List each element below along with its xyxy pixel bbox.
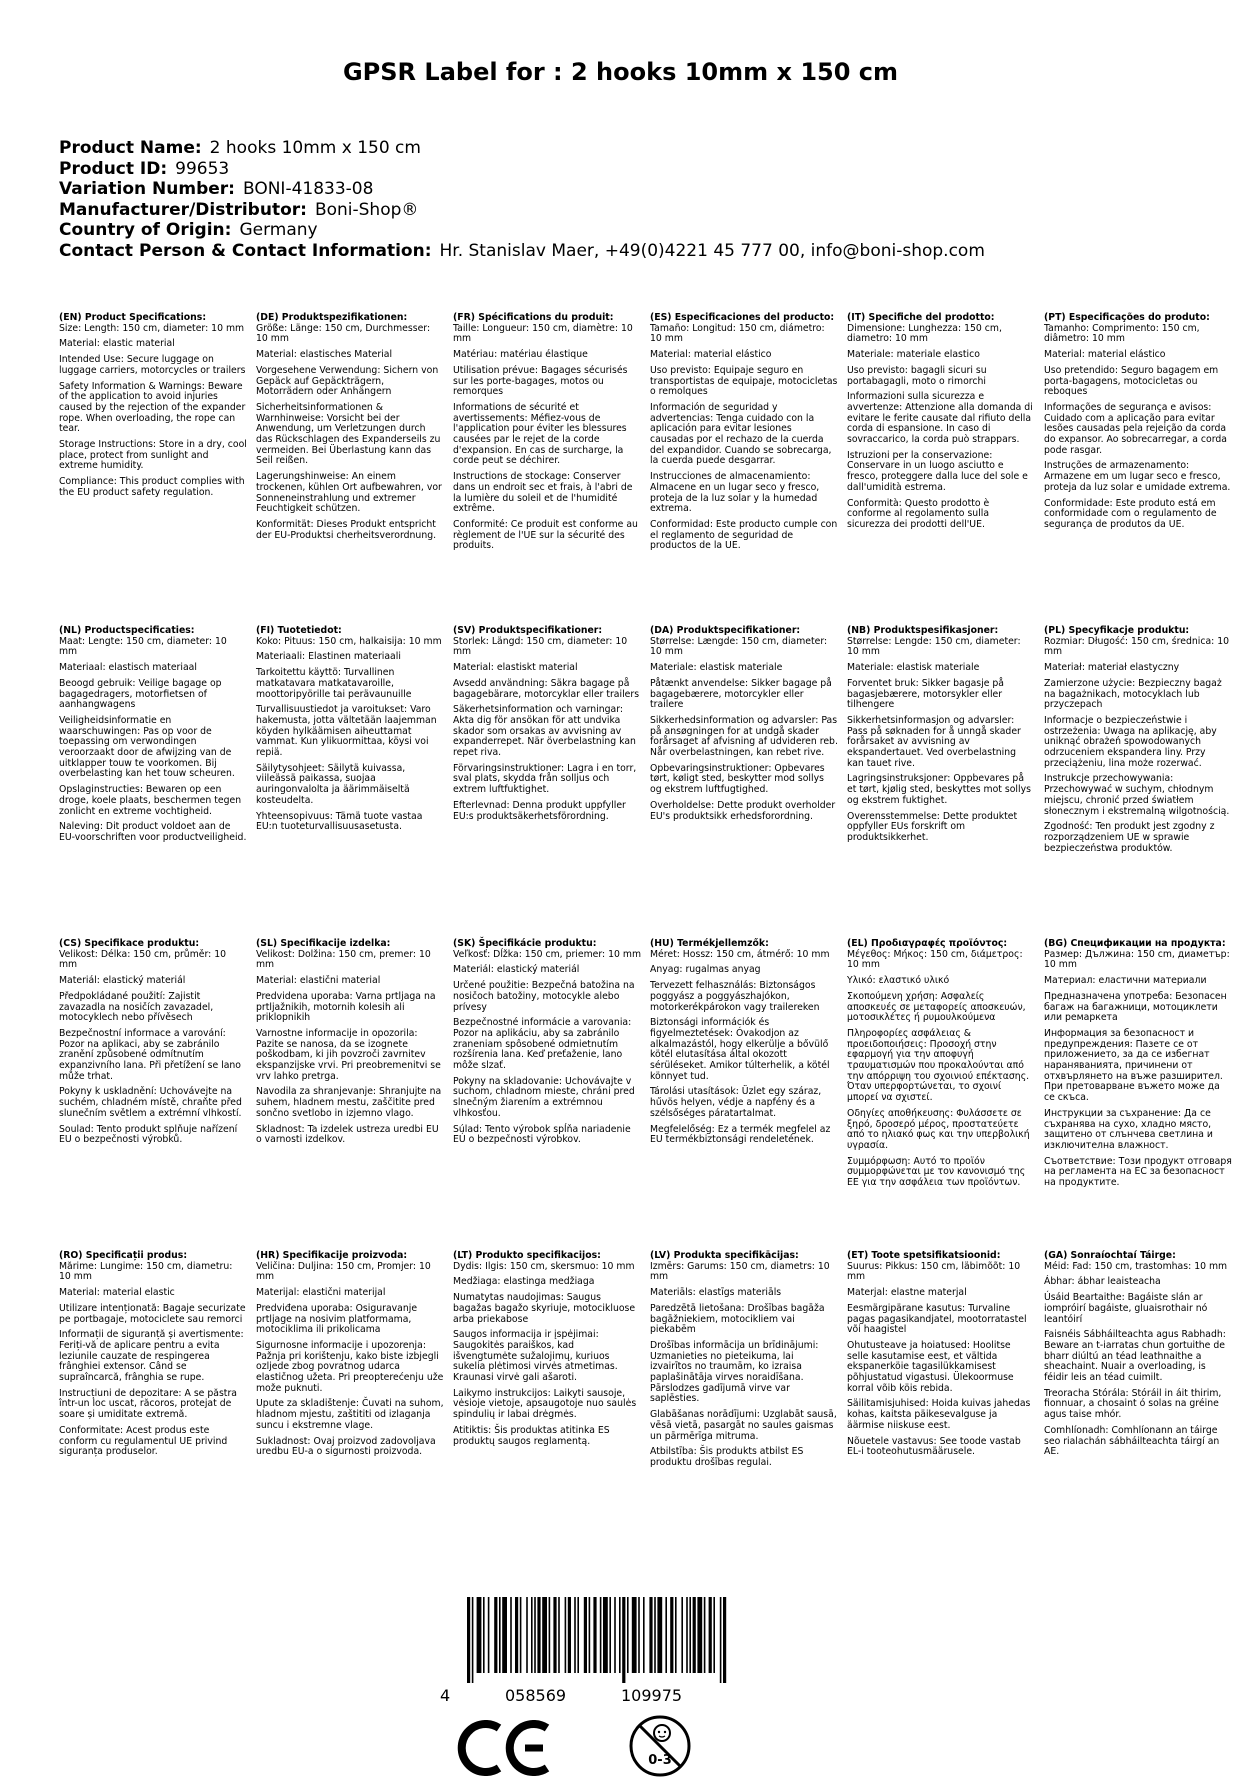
spec-paragraph: Atbilstība: Šis produkts atbilst ES produktu drošības regulai. [650, 1446, 804, 1468]
barcode-bar [477, 1597, 482, 1673]
spec-paragraph: Materiāls: elastīgs materiāls [650, 1287, 782, 1299]
spec-paragraph: Veľkosť: Dĺžka: 150 cm, priemer: 10 mm [453, 948, 642, 960]
info-label: Product ID: [59, 158, 168, 179]
spec-paragraph: Tamanho: Comprimento: 150 cm, diâmetro: 10 mm [1044, 322, 1200, 345]
barcode-bar [654, 1597, 656, 1673]
spec-heading: (ES) Especificaciones del producto: [650, 312, 835, 323]
barcode-digits-left: 058569 [505, 1686, 567, 1705]
info-label: Contact Person & Contact Information: [59, 240, 432, 261]
spec-heading: (HR) Specifikacije proizvoda: [256, 1250, 408, 1261]
spec-paragraph: Atitiktis: Šis produktas atitinka ES produktų saugos reglamentą. [453, 1424, 610, 1447]
spec-heading: (SK) Špecifikácie produktu: [453, 938, 597, 949]
barcode-bar [649, 1597, 652, 1673]
spec-paragraph: Velikost: Dolžina: 150 cm, premer: 10 mm [256, 948, 431, 971]
spec-paragraph: Размер: Дължина: 150 cm, диаметър: 10 mm [1044, 948, 1230, 971]
spec-paragraph: Zgodność: Ten produkt jest zgodny z rozporządzeniem UE w sprawie bezpieczeństwa produktów. [1044, 821, 1215, 854]
spec-paragraph: Navodila za shranjevanje: Shranjujte na suhem, hladnem mestu, zaščitite pred sončno svetlobo in izjemno vlago. [256, 1086, 442, 1119]
barcode-bar [534, 1597, 536, 1673]
spec-paragraph: Tarkoitettu käyttö: Turvallinen matkatavara matkatavaroille, moottoripyörille tai perävaunuille [256, 667, 412, 700]
barcode-bar [657, 1597, 662, 1673]
barcode-bar [502, 1597, 507, 1673]
info-value: Boni-Shop® [314, 199, 419, 220]
spec-heading: (SV) Produktspecifikationer: [453, 625, 603, 636]
spec-paragraph: Instrucciones de almacenamiento: Almacene en un lugar seco y fresco, proteja de la luz solar y la humedad extrema. [650, 471, 820, 515]
spec-block [1044, 1251, 1232, 1463]
spec-paragraph: Méid: Fad: 150 cm, trastomhas: 10 mm [1044, 1260, 1228, 1272]
info-label: Country of Origin: [59, 220, 232, 241]
spec-paragraph: Yhteensopivuus: Tämä tuote vastaa EU:n tuoteturvallisuusasetusta. [256, 810, 423, 833]
product-info-row [59, 179, 985, 200]
info-value: 99653 [175, 158, 230, 179]
barcode-bar [510, 1597, 512, 1673]
spec-paragraph: Material: elastic material [59, 338, 175, 350]
spec-paragraph: Mărime: Lungime: 150 cm, diametru: 10 mm [59, 1260, 233, 1283]
barcode-bar [531, 1597, 533, 1673]
spec-paragraph: Materiał: materiał elastyczny [1044, 662, 1180, 674]
spec-paragraph: Ábhar: ábhar leaisteacha [1044, 1276, 1161, 1288]
spec-paragraph: Material: elastiskt material [453, 662, 578, 674]
spec-paragraph: Säkerhetsinformation och varningar: Akta dig för ansökan för att undvika skador som orsakas av avvisning av expanderrepet. När överbelastning kan repet riva. [453, 704, 636, 759]
spec-heading: (PL) Specyfikacje produktu: [1044, 625, 1190, 636]
spec-paragraph: Størrelse: Længde: 150 cm, diameter: 10 mm [650, 635, 828, 658]
spec-paragraph: Koko: Pituus: 150 cm, halkaisija: 10 mm [256, 635, 442, 647]
spec-paragraph: Naleving: Dit product voldoet aan de EU-voorschriften voor productveiligheid. [59, 821, 247, 843]
spec-paragraph: Συμμόρφωση: Αυτό το προϊόν συμμορφώνεται με τον κανονισμό της ΕΕ για την ασφάλεια των προϊόντων. [847, 1155, 1026, 1189]
spec-paragraph: Säilitamisjuhised: Hoida kuivas jahedas kohas, kaitsta päikesevalguse ja äärmise niiskuse eest. [847, 1398, 1031, 1431]
spec-block [1044, 626, 1232, 859]
spec-paragraph: Conformité: Ce produit est conforme au règlement de l'UE sur la sécurité des produits. [453, 518, 638, 552]
barcode-bar [619, 1597, 621, 1673]
not-for-children-0-3-icon [628, 1714, 692, 1778]
spec-paragraph: Storlek: Längd: 150 cm, diameter: 10 mm [453, 635, 628, 658]
barcode-bar [686, 1597, 688, 1673]
spec-heading: (EL) Προδιαγραφές προϊόντος: [847, 938, 1008, 949]
spec-paragraph: Glabāšanas norādījumi: Uzglabāt sausā, vēsā vietā, pasargāt no saules gaismas un pārmērīga mitruma. [650, 1409, 837, 1442]
spec-block [59, 313, 247, 504]
spec-block [59, 939, 247, 1151]
spec-paragraph: Instruções de armazenamento: Armazene em um lugar seco e fresco, proteja da luz solar e umidade extrema. [1044, 460, 1231, 493]
spec-paragraph: Uso previsto: bagagli sicuri su portabagagli, moto o rimorchi [847, 364, 987, 387]
spec-block [453, 313, 641, 557]
spec-paragraph: Informacje o bezpieczeństwie i ostrzeżenia: Uwaga na aplikację, aby uniknąć obrażeń spowodowanych odrzuceniem ekspandera liny. Przy przeciążeniu, lina może rozerwać. [1044, 714, 1217, 769]
spec-paragraph: Информация за безопасност и предупреждения: Пазете се от приложението, за да се избегнат нараняванията, причинени от отхвърлянето на въже разширител. При претоварване въжето може да се скъса. [1044, 1027, 1223, 1104]
spec-block [847, 1251, 1035, 1463]
spec-paragraph: Bezpečnostní informace a varování: Pozor na aplikaci, aby se zabránilo zranění způsobené odmítnutím expanzivního lana. Při přetížení se lano může trhat. [59, 1027, 241, 1082]
barcode-digits-right: 109975 [621, 1686, 683, 1705]
spec-paragraph: Predviđena uporaba: Osiguravanje prtljage na nosivim platformama, motociklima ili prikolicama [256, 1302, 418, 1336]
spec-block [256, 1251, 444, 1463]
barcode-bar [670, 1597, 673, 1673]
spec-block [650, 313, 838, 557]
barcode-bar [558, 1597, 560, 1673]
spec-block [847, 939, 1035, 1194]
spec-paragraph: Soulad: Tento produkt splňuje nařízení EU o bezpečnosti výrobků. [59, 1123, 238, 1146]
spec-heading: (BG) Спецификации на продукта: [1044, 938, 1226, 949]
spec-paragraph: Anyag: rugalmas anyag [650, 964, 761, 976]
product-info-row [59, 159, 985, 180]
barcode-bar [713, 1597, 715, 1673]
barcode-bar [589, 1597, 591, 1673]
spec-heading: (NB) Produktspesifikasjoner: [847, 625, 999, 636]
barcode-icon [440, 1597, 730, 1683]
spec-paragraph: Určené použitie: Bezpečná batožina na nosičoch batožiny, motocykle alebo prívesy [453, 980, 635, 1013]
spec-paragraph: Avsedd användning: Säkra bagage på bagagebärare, motorcyklar eller trailers [453, 677, 640, 700]
spec-paragraph: Materiale: materiale elastico [847, 349, 980, 361]
spec-block [59, 1251, 247, 1463]
spec-paragraph: Veiligheidsinformatie en waarschuwingen: Pas op voor de toepassing om verwondingen veroorzaakt door de afwijzing van de uitklapper touw te voorkomen. Bij overbelasting kan het touw scheuren. [59, 714, 235, 780]
info-value: Germany [239, 220, 318, 241]
spec-block [847, 313, 1035, 536]
age-range-label: 0-3 [648, 1753, 672, 1768]
info-label: Manufacturer/Distributor: [59, 199, 307, 220]
spec-heading: (HU) Termékjellemzők: [650, 938, 769, 949]
spec-paragraph: Informações de segurança e avisos: Cuidado com a aplicação para evitar lesões causadas pela rejeição da corda do expansor. Ao sobrecarregar, a corda pode rasgar. [1044, 401, 1227, 456]
barcode-bar [675, 1597, 677, 1673]
spec-block [59, 626, 247, 849]
spec-paragraph: Rozmiar: Długość: 150 cm, średnica: 10 mm [1044, 635, 1230, 658]
barcode-bar [614, 1597, 616, 1673]
spec-paragraph: Materiaali: Elastinen materiaali [256, 651, 401, 663]
spec-paragraph: Material: material elástico [650, 349, 772, 361]
spec-paragraph: Safety Information & Warnings: Beware of the application to avoid injuries caused by the rejection of the expander rope. When overloading, the rope can tear. [59, 380, 246, 435]
spec-paragraph: Material: material elástico [1044, 349, 1166, 361]
spec-block [847, 626, 1035, 849]
spec-paragraph: Úsáid Beartaithe: Bagáiste slán ar iompróirí bagáiste, gluaisrothair nó leantóirí [1044, 1292, 1208, 1325]
spec-paragraph: Instructions de stockage: Conserver dans un endroit sec et frais, à l'abri de la lumière du soleil et de l'humidité extrême. [453, 471, 633, 515]
spec-paragraph: Förvaringsinstruktioner: Lagra i en torr, sval plats, skydda från solljus och extrem luftfuktighet. [453, 762, 637, 796]
barcode-bar [549, 1597, 551, 1673]
spec-paragraph: Μέγεθος: Μήκος: 150 cm, διάμετρος: 10 mm [847, 948, 1023, 971]
spec-paragraph: Υλικό: ελαστικό υλικό [847, 975, 950, 987]
spec-paragraph: Intended Use: Secure luggage on luggage carriers, motorcycles or trailers [59, 354, 246, 376]
product-info-row [59, 200, 985, 221]
spec-paragraph: Съответствие: Този продукт отговаря на регламента на ЕС за безопасност на продуктите. [1044, 1155, 1232, 1189]
barcode-bar [568, 1597, 571, 1673]
spec-paragraph: Material: elastični material [256, 975, 381, 987]
spec-paragraph: Material: material elastic [59, 1287, 175, 1299]
barcode-bar [693, 1597, 696, 1673]
spec-paragraph: Předpokládané použití: Zajistit zavazadla na nosičích zavazadel, motocyklech nebo přívěsech [59, 990, 214, 1024]
barcode-bar [723, 1597, 726, 1683]
spec-paragraph: Zamierzone użycie: Bezpieczny bagaż na bagażnikach, motocyklach lub przyczepach [1044, 677, 1222, 711]
barcode-bar [665, 1597, 667, 1673]
spec-paragraph: Beoogd gebruik: Veilige bagage op bagagedragers, motorfietsen of aanhangwagens [59, 677, 222, 711]
spec-heading: (GA) Sonraíochtaí Táirge: [1044, 1250, 1176, 1261]
spec-paragraph: Compliance: This product complies with the EU product safety regulation. [59, 476, 245, 498]
barcode-bar [542, 1597, 547, 1673]
product-info-row [59, 241, 985, 262]
barcode-bar [603, 1597, 608, 1673]
spec-block [256, 939, 444, 1151]
barcode-bar [584, 1597, 587, 1673]
spec-paragraph: Material: elastisches Material [256, 349, 393, 361]
barcode-bar [704, 1597, 706, 1673]
spec-heading: (FI) Tuotetiedot: [256, 625, 342, 636]
barcode-bar [537, 1597, 540, 1673]
spec-block [1044, 313, 1232, 536]
spec-paragraph: Conformidad: Este producto cumple con el reglamento de seguridad de productos de la UE. [650, 518, 838, 552]
spec-paragraph: Предназначена употреба: Безопасен багаж на багажници, мотоциклети или ремаркета [1044, 990, 1227, 1024]
product-info-row [59, 220, 985, 241]
info-label: Variation Number: [59, 179, 235, 200]
spec-paragraph: Materiale: elastisk materiale [650, 662, 783, 674]
barcode-bar [494, 1597, 497, 1673]
barcode-bar [627, 1597, 629, 1673]
ce-mark-icon [455, 1720, 553, 1776]
spec-paragraph: Materiál: elastický materiál [453, 964, 580, 976]
spec-paragraph: Tárolási utasítások: Üzlet egy száraz, hűvös helyen, védje a napfény és a szélsőséges páratartalmat. [650, 1086, 822, 1119]
spec-paragraph: Инструкции за съхранение: Да се съхранява на сухо, хладно място, защитено от слънчева светлина и изключителна влажност. [1044, 1107, 1213, 1151]
spec-paragraph: Numatytas naudojimas: Saugus bagažas bagažo skyriuje, motocikluose arba priekabose [453, 1292, 636, 1325]
spec-paragraph: Matériau: matériau élastique [453, 349, 588, 361]
spec-paragraph: Conformitate: Acest produs este conform cu regulamentul UE privind siguranța produselor. [59, 1424, 228, 1458]
spec-block [453, 626, 641, 827]
spec-paragraph: Lagringsinstruksjoner: Oppbevares på et tørt, kjølig sted, beskyttes mot sollys og ekstrem fuktighet. [847, 773, 1031, 806]
spec-paragraph: Skladnost: Ta izdelek ustreza uredbi EU o varnosti izdelkov. [256, 1123, 439, 1146]
spec-paragraph: Sicherheitsinformationen & Warnhinweise: Vorsicht bei der Anwendung, um Verletzungen durch das Rückschlagen des Expanderseils zu vermeiden. Bei Überlastung kann das Seil reißen. [256, 401, 441, 467]
barcode-bar [622, 1597, 625, 1683]
spec-paragraph: Säilytysohjeet: Säilytä kuivassa, viileässä paikassa, suojaa auringonvalolta ja äärimmäiseltä kosteudelta. [256, 762, 410, 806]
spec-paragraph: Informazioni sulla sicurezza e avvertenze: Attenzione alla domanda di evitare le ferite causate dal rifiuto della corda di espansione. In caso di sovraccarico, la corda può strappars. [847, 391, 1033, 446]
spec-paragraph: Материал: еластични материали [1044, 975, 1207, 987]
spec-paragraph: Informații de siguranță și avertismente: Feriți-vă de aplicare pentru a evita leziunile cauzate de respingerea frânghiei extensor. Când se supraîncarcă, frânghia se rupe. [59, 1329, 244, 1384]
spec-paragraph: Drošības informācija un brīdinājumi: Uzmanieties no pieteikuma, lai izvairītos no traumām, ko izraisa paplašinātāja virves noraidīšana. Pārslodzes gadījumā virve var saplēsties. [650, 1339, 819, 1405]
info-value: BONI-41833-08 [242, 179, 374, 200]
spec-paragraph: Utilizare intenționată: Bagaje securizate pe portbagaje, motociclete sau remorci [59, 1302, 246, 1325]
spec-heading: (CS) Specifikace produktu: [59, 938, 200, 949]
barcode-bar [600, 1597, 602, 1673]
spec-paragraph: Tamaño: Longitud: 150 cm, diámetro: 10 mm [650, 322, 825, 345]
spec-paragraph: Taille: Longueur: 150 cm, diamètre: 10 mm [453, 322, 633, 345]
spec-heading: (SL) Specifikacije izdelka: [256, 938, 391, 949]
spec-heading: (IT) Specifiche del prodotto: [847, 312, 995, 323]
spec-paragraph: Saugos informacija ir įspėjimai: Saugokitės paraiškos, kad išvengtumėte sužalojimų, kuriuos sukelia plėtimosi virvės atmetimas. Kraunasi virvė gali ašaroti. [453, 1329, 618, 1384]
spec-paragraph: Uso previsto: Equipaje seguro en transportistas de equipaje, motocicletas o remolques [650, 364, 838, 398]
spec-paragraph: Utilisation prévue: Bagages sécurisés sur les porte-bagages, motos ou remorques [453, 364, 628, 398]
barcode-bar [574, 1597, 576, 1673]
barcode-bar [526, 1597, 528, 1673]
spec-paragraph: Uso pretendido: Seguro bagagem em porta-bagagens, motocicletas ou reboques [1044, 364, 1219, 398]
barcode-bar [709, 1597, 712, 1673]
spec-paragraph: Conformidade: Este produto está em conformidade com o regulamento de segurança de produtos da UE. [1044, 497, 1217, 530]
spec-paragraph: Ohutusteave ja hoiatused: Hoolitse selle kasutamise eest, et vältida ekspanerköie tagasilükkamisest põhjustatud vigastusi. Ülekoormuse korral võib köis rebida. [847, 1339, 1014, 1394]
spec-paragraph: Pokyny k uskladnění: Uchovávejte na suchém, chladném místě, chraňte před slunečním světlem a extrémní vlhkostí. [59, 1086, 242, 1119]
spec-block [650, 1251, 838, 1474]
spec-paragraph: Πληροφορίες ασφάλειας & προειδοποιήσεις: Προσοχή στην εφαρμογή για την αποφυγή τραυματισμών που προκαλούνται από την απόρριψη του σχοινιού επέκτασης. Όταν υπερφορτώνεται, το σχοινί μπορεί να σχιστεί. [847, 1027, 1030, 1104]
spec-paragraph: Sikkerhedsinformation og advarsler: Pas på ansøgningen for at undgå skader forårsaget af afvisning af udvideren reb. Når overbelastningen, kan rebet rive. [650, 714, 838, 759]
spec-heading: (FR) Spécifications du produit: [453, 312, 614, 323]
spec-block [453, 1251, 641, 1452]
spec-heading: (DA) Produktspecifikationer: [650, 625, 801, 636]
barcode-bar [689, 1597, 691, 1673]
barcode-bar [593, 1597, 596, 1673]
spec-paragraph: Påtænkt anvendelse: Sikker bagage på bagagebærere, motorcykler eller trailere [650, 677, 832, 711]
spec-paragraph: Istruzioni per la conservazione: Conservare in un luogo asciutto e fresco, proteggere dalla luce del sole e dall'umidità estrema. [847, 449, 1028, 493]
spec-paragraph: Konformität: Dieses Produkt entspricht der EU-Produktsi cherheitsverordnung. [256, 518, 437, 541]
product-info-row [59, 138, 985, 159]
spec-heading: (NL) Productspecificaties: [59, 625, 195, 636]
spec-paragraph: Biztonsági információk és figyelmeztetések: Óvakodjon az alkalmazástól, hogy elkerülje a bővülő kötél elutasítása által okozott sérüléseket. Amikor túlterhelik, a kötél könnyet tud. [650, 1017, 830, 1082]
spec-paragraph: Izmērs: Garums: 150 cm, diametrs: 10 mm [650, 1260, 830, 1283]
barcode-bar [697, 1597, 702, 1673]
barcode-bar [632, 1597, 637, 1673]
spec-paragraph: Lagerungshinweise: An einem trockenen, kühlen Ort aufbewahren, vor Sonneneinstrahlung und extremer Feuchtigkeit schützen. [256, 471, 442, 515]
spec-paragraph: Nõuetele vastavus: See toode vastab EL-i tooteohutusmäärusele. [847, 1435, 1021, 1458]
barcode-bar [515, 1597, 518, 1673]
spec-paragraph: Größe: Länge: 150 cm, Durchmesser: 10 mm [256, 322, 431, 345]
spec-paragraph: Laikymo instrukcijos: Laikyti sausoje, vėsioje vietoje, apsaugotoje nuo saulės spindulių ir labai drėgmės. [453, 1387, 637, 1421]
spec-paragraph: Informations de sécurité et avertissements: Méfiez-vous de l'application pour éviter les blessures causées par le rejet de la corde d'expansion. En cas de surcharge, la corde peut se déchirer. [453, 401, 627, 467]
spec-block [650, 939, 838, 1151]
spec-paragraph: Materijal: elastični materijal [256, 1287, 386, 1299]
spec-paragraph: Materiaal: elastisch materiaal [59, 662, 197, 674]
spec-paragraph: Eesmärgipärane kasutus: Turvaline pagas pagasikandjatel, mootorratastel või haagistel [847, 1302, 1027, 1336]
spec-paragraph: Storage Instructions: Store in a dry, cool place, protect from sunlight and extreme humidity. [59, 439, 247, 472]
spec-paragraph: Upute za skladištenje: Čuvati na suhom, hladnom mjestu, zaštititi od izlaganja suncu i ekstremne vlage. [256, 1398, 444, 1431]
spec-heading: (LT) Produkto specifikacijos: [453, 1250, 601, 1261]
barcode-bar [681, 1597, 683, 1673]
spec-paragraph: Overholdelse: Dette produkt overholder EU's produktsikk erhedsforordning. [650, 799, 836, 822]
spec-paragraph: Suurus: Pikkus: 150 cm, läbimõõt: 10 mm [847, 1260, 1021, 1283]
spec-paragraph: Megfelelőség: Ez a termék megfelel az EU termékbiztonsági rendeletének. [650, 1123, 831, 1146]
spec-block [1044, 939, 1232, 1194]
spec-paragraph: Sigurnosne informacije i upozorenja: Pažnja pri korištenju, kako biste izbjegli ozljede zbog povratnog udarca elastičnog užeta. Pri preopterećenju uže može puknuti. [256, 1339, 444, 1394]
spec-heading: (DE) Produktspezifikationen: [256, 312, 408, 323]
spec-paragraph: Sikkerhetsinformasjon og advarsler: Pass på søknaden for å unngå skader forårsaket av avvisning av ekspandertauet. Ved overbelastning kan tauet rive. [847, 714, 1021, 769]
spec-paragraph: Faisnéis Sábháilteachta agus Rabhadh: Beware an t-iarratas chun gortuithe de bharr diúltú an téad leathnaithe a sheachaint. Nuair a overloading, is féidir leis an téad cuimilt. [1044, 1329, 1226, 1384]
barcode-digit-prefix: 4 [440, 1686, 451, 1705]
barcode-bar [499, 1597, 501, 1673]
spec-paragraph: Materjal: elastne materjal [847, 1287, 967, 1299]
barcode-bar [553, 1597, 556, 1673]
spec-paragraph: Οδηγίες αποθήκευσης: Φυλάσσετε σε ξηρό, δροσερό μέρος, προστατεύετε από το ηλιακό φως και την υπερβολική υγρασία. [847, 1107, 1030, 1151]
barcode-bar [643, 1597, 645, 1673]
product-info [59, 138, 985, 262]
spec-paragraph: Turvallisuustiedot ja varoitukset: Varo hakemusta, jotta vältetään laajemman köyden hylkäämisen aiheuttamat vammat. Kun ylikuormittaa, köysi voi repiä. [256, 704, 437, 759]
barcode-bar [565, 1597, 567, 1673]
spec-paragraph: Materiale: elastisk materiale [847, 662, 980, 674]
spec-paragraph: Dydis: Ilgis: 150 cm, skersmuo: 10 mm [453, 1260, 635, 1272]
spec-paragraph: Dimensione: Lunghezza: 150 cm, diametro: 10 mm [847, 322, 1002, 345]
barcode-bar [609, 1597, 611, 1673]
barcode-bar [577, 1597, 579, 1673]
spec-paragraph: Varnostne informacije in opozorila: Pazite se nanosa, da se izognete poškodbam, ki jih povzroči zavrnitev ekspanzijske vrvi. Pri preobremenitvi se vrv lahko pretrga. [256, 1027, 441, 1082]
spec-paragraph: Vorgesehene Verwendung: Sichern von Gepäck auf Gepäckträgern, Motorrädern oder Anhängern [256, 364, 439, 398]
spec-paragraph: Bezpečnostné informácie a varovania: Pozor na aplikáciu, aby sa zabránilo zraneniam spôsobené odmietnutím rozšírenia lana. Keď preťaženie, lano môže slzať. [453, 1017, 632, 1072]
spec-paragraph: Comhlíonadh: Comhlíonann an táirge seo rialachán sábháilteachta táirgí an AE. [1044, 1424, 1220, 1458]
spec-paragraph: Overensstemmelse: Dette produktet oppfyller EUs forskrift om produktsikkerhet. [847, 810, 1018, 843]
spec-paragraph: Størrelse: Lengde: 150 cm, diameter: 10 mm [847, 635, 1021, 658]
barcode-bar [638, 1597, 640, 1673]
spec-paragraph: Información de seguridad y advertencias: Tenga cuidado con la aplicación para evitar lesiones causadas por el rechazo de la cuerda del expandidor. Cuando se sobrecarga, la cuerda puede desgarrar. [650, 401, 832, 467]
spec-paragraph: Forventet bruk: Sikker bagasje på bagasjebærere, motorsykler eller tilhengere [847, 677, 1005, 711]
spec-heading: (LV) Produkta specifikācijas: [650, 1250, 799, 1261]
spec-block [650, 626, 838, 827]
info-value: 2 hooks 10mm x 150 cm [209, 138, 421, 158]
spec-heading: (ET) Toote spetsifikatsioonid: [847, 1250, 1001, 1261]
spec-heading: (RO) Specificații produs: [59, 1250, 188, 1261]
spec-paragraph: Velikost: Délka: 150 cm, průměr: 10 mm [59, 948, 227, 971]
info-value: Hr. Stanislav Maer, +49(0)4221 45 777 00, info@boni-shop.com [439, 240, 985, 261]
spec-paragraph: Σκοπούμενη χρήση: Ασφαλείς αποσκευές σε μεταφορείς αποσκευών, μοτοσικλέτες ή ρυμουλκούμενα [847, 990, 1026, 1024]
spec-paragraph: Méret: Hossz: 150 cm, átmérő: 10 mm [650, 948, 830, 960]
info-label: Product Name: [59, 138, 202, 158]
spec-paragraph: Instrukcje przechowywania: Przechowywać w suchym, chłodnym miejscu, chronić przed światłem słonecznym i ekstremalną wilgotnością. [1044, 773, 1230, 817]
barcode-bar [472, 1597, 474, 1683]
label-title: GPSR Label for : 2 hooks 10mm x 150 cm [342, 58, 899, 86]
barcode-bar [720, 1597, 722, 1683]
spec-paragraph: Instrucțiuni de depozitare: A se păstra într-un loc uscat, răcoros, protejat de soare și umiditate extremă. [59, 1387, 237, 1421]
barcode-bar [483, 1597, 485, 1673]
spec-block [256, 626, 444, 838]
spec-paragraph: Súlad: Tento výrobok spĺňa nariadenie EÚ o bezpečnosti výrobkov. [453, 1123, 631, 1146]
spec-paragraph: Veličina: Duljina: 150 cm, Promjer: 10 mm [256, 1260, 431, 1283]
spec-heading: (PT) Especificações do produto: [1044, 312, 1210, 323]
spec-paragraph: Sukladnost: Ovaj proizvod zadovoljava uredbu EU-a o sigurnosti proizvoda. [256, 1435, 436, 1458]
barcode-bar [488, 1597, 490, 1673]
spec-paragraph: Maat: Lengte: 150 cm, diameter: 10 mm [59, 635, 227, 658]
spec-paragraph: Materiál: elastický materiál [59, 975, 186, 987]
spec-paragraph: Efterlevnad: Denna produkt uppfyller EU:s produktsäkerhetsförordning. [453, 799, 626, 822]
spec-paragraph: Size: Length: 150 cm, diameter: 10 mm [59, 322, 245, 334]
barcode-bar [467, 1597, 470, 1683]
spec-paragraph: Conformità: Questo prodotto è conforme al regolamento sulla sicurezza dei prodotti dell'UE. [847, 497, 990, 530]
spec-paragraph: Paredzētā lietošana: Drošības bagāža bagāžniekiem, motocikliem vai piekabēm [650, 1302, 825, 1336]
spec-paragraph: Tervezett felhasználás: Biztonságos poggyász a poggyászhajókon, motorkerékpárokon vagy trailereken [650, 980, 820, 1013]
spec-block [453, 939, 641, 1151]
spec-heading: (EN) Product Specifications: [59, 312, 207, 323]
spec-paragraph: Opslaginstructies: Bewaren op een droge, koele plaats, beschermen tegen zonlicht en extreme vochtigheid. [59, 784, 242, 817]
spec-paragraph: Opbevaringsinstruktioner: Opbevares tørt, køligt sted, beskytter mod sollys og ekstrem luftfugtighed. [650, 762, 825, 796]
spec-paragraph: Treoracha Stórála: Stóráil in áit thirim, fionnuar, a chosaint ó solas na gréine agus taise mhór. [1044, 1387, 1222, 1421]
spec-block [256, 313, 444, 546]
spec-paragraph: Predvidena uporaba: Varna prtljaga na prtljažnikih, motornih kolesih ali priklopnikih [256, 990, 436, 1024]
spec-paragraph: Medžiaga: elastinga medžiaga [453, 1276, 595, 1288]
spec-paragraph: Pokyny na skladovanie: Uchovávajte v suchom, chladnom mieste, chráni pred slnečným žiarením a extrémnou vlhkosťou. [453, 1075, 635, 1119]
barcode-bar [520, 1597, 522, 1673]
